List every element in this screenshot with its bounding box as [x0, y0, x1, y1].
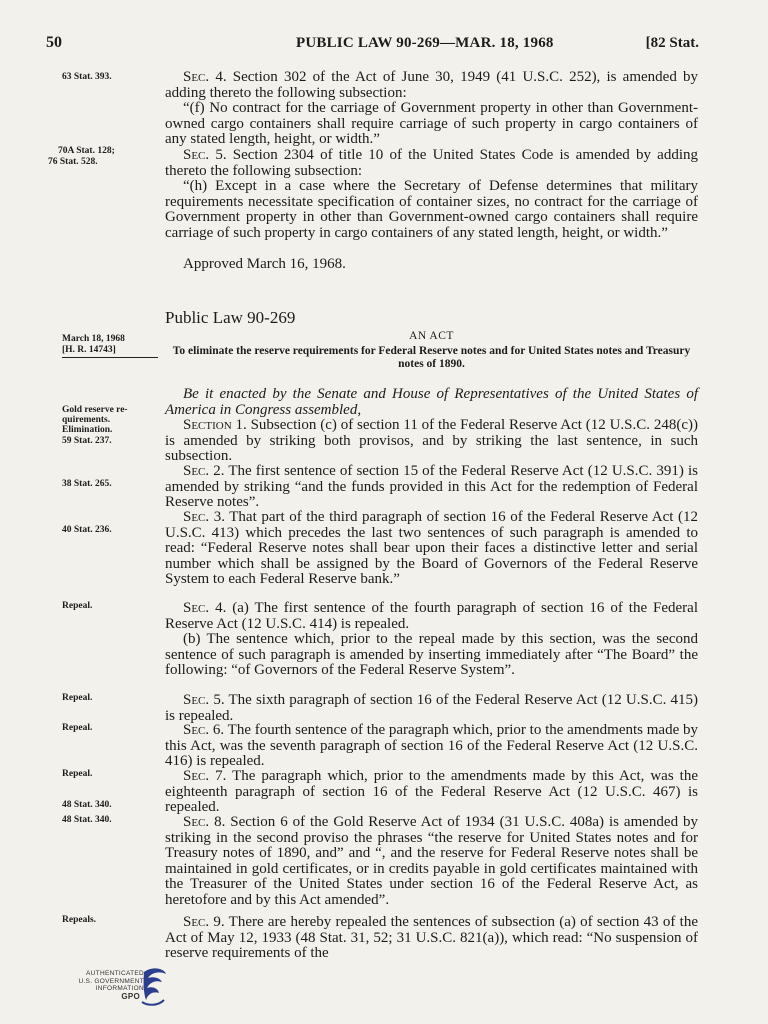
quoted-subsection: “(f) No contract for the carriage of Government property in other than Government-owned cargo containers shall require carriage of such property in cargo containers of any stated length, height, or width.”: [165, 100, 698, 147]
public-law-title: Public Law 90-269: [165, 308, 296, 327]
margin-note: Repeal.: [62, 723, 93, 733]
section-paragraph: Sec. 4. (a) The first sentence of the fourth paragraph of section 16 of the Federal Reserve Act (12 U.S.C. 414) is repealed.: [165, 600, 698, 632]
section-paragraph: Section 1. Subsection (c) of section 11 of the Federal Reserve Act (12 U.S.C. 248(c)) is amended by striking both provisos, and by striking the last sentence, in such subsection.: [165, 417, 698, 464]
section-paragraph: Sec. 8. Section 6 of the Gold Reserve Act of 1934 (31 U.S.C. 408a) is amended by striking in the second proviso the phrases “the reserve for United States notes and for Treasury notes of 1890, and” and “, and the reserve for Federal Reserve notes shall be maintained in gold certificates, or in credits payable in gold certificates maintained with the Treasurer of the United States under section 16 of the Federal Reserve Act, as heretofore and by this Act amended”.: [165, 814, 698, 908]
page-header: [46, 34, 698, 56]
subsection-paragraph: (b) The sentence which, prior to the repeal made by this section, was the second sentence of such paragraph is amended by inserting immediately after “The Board” the following: “of Governors of the Federal Reserve System”.: [165, 631, 698, 678]
margin-note: Repeal.: [62, 769, 93, 779]
approval-line: Approved March 16, 1968.: [183, 256, 346, 272]
eagle-icon: [140, 966, 168, 1008]
section-paragraph: Sec. 3. That part of the third paragraph of section 16 of the Federal Reserve Act (12 U.S.C. 413) which precedes the last two sentences of such paragraph is amended to read: “Federal Reserve notes shall bear upon their faces a distinctive letter and serial number which shall be assigned by the Board of Governors of the Federal Reserve System to each Federal Reserve bank.”: [165, 509, 698, 587]
bill-reference: [62, 334, 158, 358]
margin-note: quirements.: [62, 415, 111, 425]
page-number: 50: [46, 34, 62, 51]
section-paragraph: Sec. 2. The first sentence of section 15 of the Federal Reserve Act (12 U.S.C. 391) is amended by striking “and the funds provided in this Act for the redemption of Federal Reserve notes”.: [165, 463, 698, 510]
running-title: PUBLIC LAW 90-269—MAR. 18, 1968: [296, 35, 554, 51]
section-paragraph: Sec. 9. There are hereby repealed the sentences of subsection (a) of section 43 of the Act of May 12, 1933 (48 Stat. 31, 52; 31 U.S.C. 821(a)), which read: “No suspension of reserve requirements of the: [165, 914, 698, 961]
margin-note: 70A Stat. 128;: [58, 146, 115, 156]
margin-note: Gold reserve re-: [62, 405, 128, 415]
margin-note: Repeal.: [62, 693, 93, 703]
section-paragraph: Sec. 4. Section 302 of the Act of June 30, 1949 (41 U.S.C. 252), is amended by adding thereto the following subsection:: [165, 69, 698, 101]
quoted-subsection: “(h) Except in a case where the Secretary of Defense determines that military requirements necessitate specification of container sizes, no contract for the carriage of Government property in other than Government-owned cargo containers shall require carriage of such property in cargo containers of any stated length, height, or width.”: [165, 178, 698, 241]
margin-note: 63 Stat. 393.: [62, 72, 112, 82]
gpo-seal-text: AUTHENTICATED U.S. GOVERNMENT INFORMATION GPO: [78, 970, 144, 1001]
margin-note: 59 Stat. 237.: [62, 436, 112, 446]
margin-note: Repeals.: [62, 915, 97, 925]
gpo-authentication-seal: [56, 966, 166, 1016]
margin-note: Repeal.: [62, 601, 93, 611]
margin-note: 48 Stat. 340.: [62, 800, 112, 810]
statute-volume: [82 Stat.: [645, 35, 699, 51]
enactment-date: March 18, 1968: [62, 334, 125, 344]
bill-number: [H. R. 14743]: [62, 345, 158, 358]
margin-note: Elimination.: [62, 425, 113, 435]
section-paragraph: Sec. 5. Section 2304 of title 10 of the United States Code is amended by adding thereto the following subsection:: [165, 147, 698, 179]
margin-note: 40 Stat. 236.: [62, 525, 112, 535]
section-paragraph: Sec. 5. The sixth paragraph of section 16 of the Federal Reserve Act (12 U.S.C. 415) is repealed.: [165, 692, 698, 724]
enacting-clause: Be it enacted by the Senate and House of Representatives of the United States of America in Congress assembled,: [165, 386, 698, 418]
section-paragraph: Sec. 6. The fourth sentence of the paragraph which, prior to the amendments made by this Act, was the seventh paragraph of section 16 of the Federal Reserve Act (12 U.S.C. 416) is repealed.: [165, 722, 698, 769]
act-description: To eliminate the reserve requirements for Federal Reserve notes and for United States notes and Treasury notes of 1890.: [172, 345, 691, 370]
margin-note: 48 Stat. 340.: [62, 815, 112, 825]
section-paragraph: Sec. 7. The paragraph which, prior to the amendments made by this Act, was the eighteenth paragraph of section 16 of the Federal Reserve Act (12 U.S.C. 467) is repealed.: [165, 768, 698, 815]
margin-note: 76 Stat. 528.: [48, 157, 98, 167]
margin-note: 38 Stat. 265.: [62, 479, 112, 489]
an-act-heading: AN ACT: [409, 330, 454, 342]
